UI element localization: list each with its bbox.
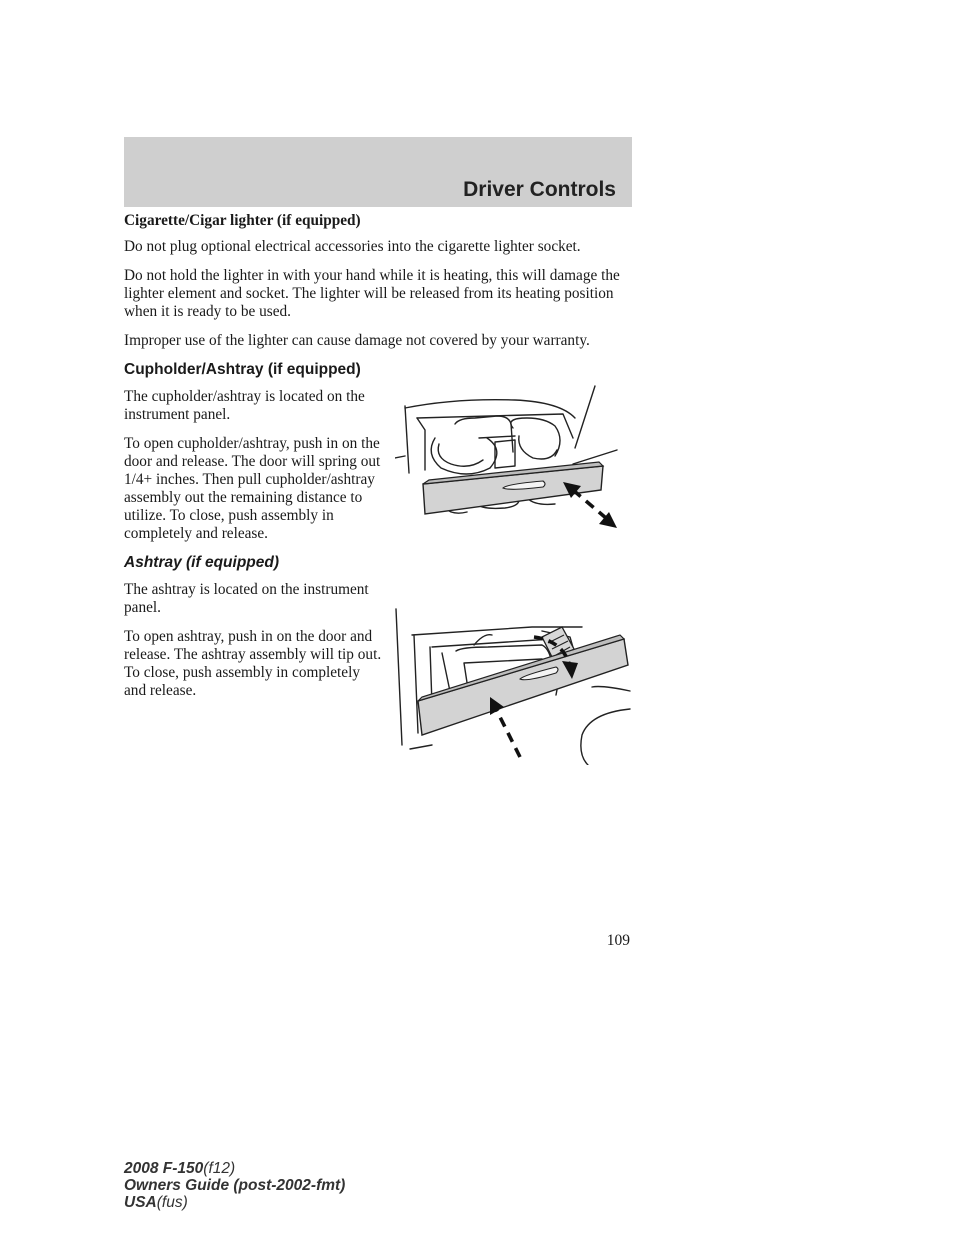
- ashtray-heading: Ashtray (if equipped): [124, 554, 280, 571]
- cupholder-illustration: [395, 378, 620, 528]
- footer-model-code: (f12): [203, 1160, 236, 1177]
- cupholder-heading: Cupholder/Ashtray (if equipped): [124, 361, 361, 378]
- ashtray-illustration: [392, 605, 632, 765]
- footer-guide: Owners Guide (post-2002-fmt): [124, 1177, 346, 1194]
- section-header-band: [124, 137, 632, 207]
- footer-market-code: (fus): [156, 1194, 188, 1211]
- cupholder-paragraph-1: The cupholder/ashtray is located on the instrument panel.: [124, 388, 365, 423]
- footer-market: USA: [124, 1194, 157, 1211]
- document-footer: [124, 1160, 345, 1211]
- lighter-paragraph-3: Improper use of the lighter can cause damage not covered by your warranty.: [124, 332, 590, 349]
- cupholder-paragraph-2: To open cupholder/ashtray, push in on the door and release. The door will spring out 1/4+ inches. Then pull cupholder/ashtray assembly out the remaining distance to utilize. To close, push assembly in completely and release.: [124, 435, 381, 542]
- section-title: Driver Controls: [463, 178, 616, 201]
- lighter-paragraph-2: Do not hold the lighter in with your hand while it is heating, this will damage the lighter element and socket. The lighter will be released from its heating position when it is ready to be used.: [124, 267, 620, 320]
- footer-model: 2008 F-150: [124, 1160, 204, 1177]
- ashtray-paragraph-1: The ashtray is located on the instrument panel.: [124, 581, 369, 616]
- page-number: 109: [606, 932, 630, 949]
- ashtray-paragraph-2: To open ashtray, push in on the door and release. The ashtray assembly will tip out. To close, push assembly in completely and release.: [124, 628, 382, 699]
- ashtray-text-column: [124, 581, 382, 700]
- cupholder-text-column: [124, 388, 382, 543]
- lighter-heading: Cigarette/Cigar lighter (if equipped): [124, 212, 361, 229]
- lighter-paragraph-1: Do not plug optional electrical accessories into the cigarette lighter socket.: [124, 238, 581, 255]
